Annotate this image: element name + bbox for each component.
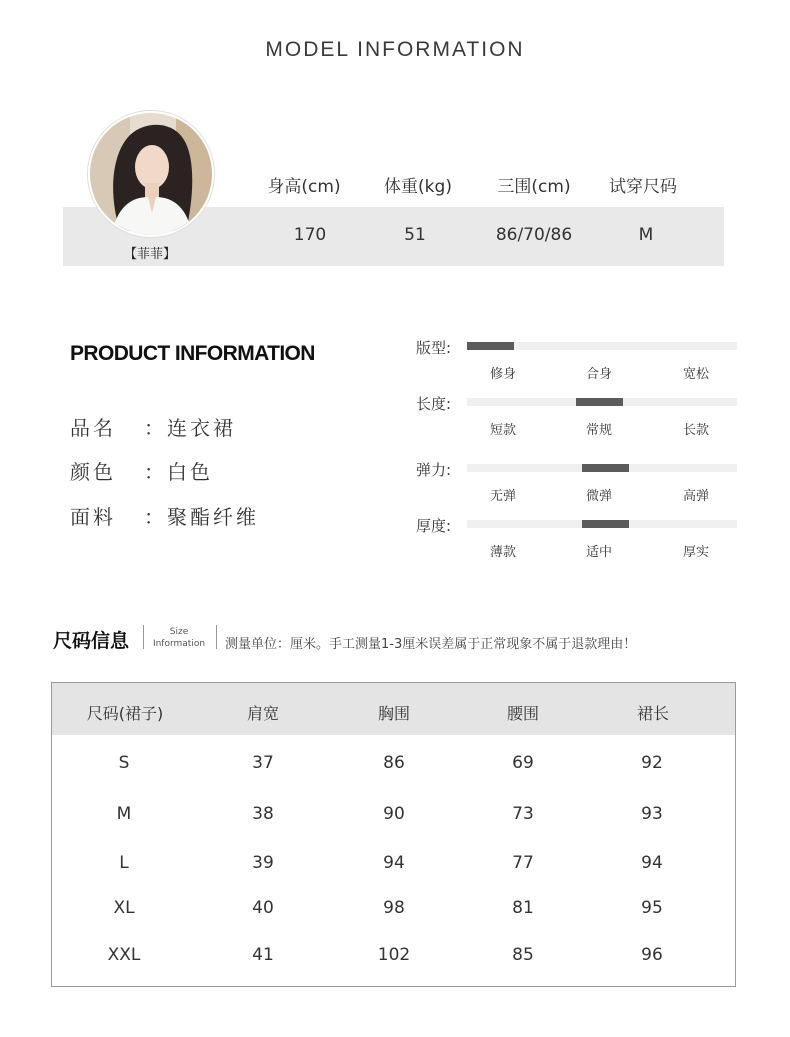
size-subtitle-line2: Information — [152, 639, 206, 649]
attr-label-fit: 版型: — [416, 339, 452, 357]
product-value-name: 连衣裙 — [167, 416, 236, 440]
product-information-title: PRODUCT INFORMATION — [70, 342, 315, 365]
column-header-size: 尺码(裙子) — [86, 704, 164, 723]
size-information-title: 尺码信息 — [53, 630, 130, 652]
model-header-height: 身高(cm) — [267, 177, 341, 197]
table-cell: 41 — [252, 945, 274, 965]
model-name: 【菲菲】 — [123, 247, 176, 262]
table-cell: 96 — [641, 945, 663, 965]
model-value-weight: 51 — [404, 225, 426, 245]
attr-option: 宽松 — [682, 367, 709, 382]
model-header-measurements: 三围(cm) — [497, 177, 571, 197]
model-header-size: 试穿尺码 — [609, 177, 677, 197]
table-cell: 102 — [377, 945, 411, 965]
table-cell: L — [119, 853, 129, 873]
model-value-measurements: 86/70/86 — [495, 225, 573, 245]
table-cell: 98 — [383, 898, 405, 918]
model-photo — [90, 113, 212, 235]
attr-indicator-elasticity — [582, 464, 629, 472]
attr-label-elasticity: 弹力: — [416, 461, 452, 479]
table-cell: 39 — [252, 853, 274, 873]
table-cell: 37 — [252, 753, 274, 773]
table-cell: 69 — [512, 753, 534, 773]
attr-option: 常规 — [585, 423, 612, 438]
measurement-note: 测量单位：厘米。手工测量1-3厘米误差属于正常现象不属于退款理由！ — [225, 637, 637, 652]
model-avatar — [88, 111, 214, 237]
product-value-fabric: 聚酯纤维 — [167, 505, 259, 529]
product-colon: ： — [144, 416, 167, 440]
table-cell: 73 — [512, 804, 534, 824]
model-value-size: M — [638, 225, 654, 245]
table-cell: 92 — [641, 753, 663, 773]
table-cell: 94 — [383, 853, 405, 873]
size-subtitle-line1: Size — [169, 627, 189, 637]
product-colon: ： — [144, 460, 167, 484]
product-label-name: 品名 — [70, 416, 116, 440]
attr-indicator-thickness — [582, 520, 629, 528]
table-cell: S — [118, 753, 130, 773]
model-information-title: MODEL INFORMATION — [265, 38, 525, 61]
table-cell: 40 — [252, 898, 274, 918]
size-table — [51, 682, 736, 987]
column-header-length: 裙长 — [636, 704, 669, 723]
product-row-color — [70, 456, 213, 485]
attr-track-elasticity — [467, 464, 737, 472]
column-header-waist: 腰围 — [506, 704, 539, 723]
table-cell: 85 — [512, 945, 534, 965]
product-colon: ： — [144, 505, 167, 529]
attr-label-thickness: 厚度: — [416, 517, 452, 535]
attr-indicator-fit — [467, 342, 514, 350]
product-row-name — [70, 412, 236, 441]
product-label-fabric: 面料 — [70, 505, 116, 529]
table-cell: 94 — [641, 853, 663, 873]
table-cell: 81 — [512, 898, 534, 918]
attr-track-length — [467, 398, 737, 406]
table-cell: 93 — [641, 804, 663, 824]
divider — [216, 625, 217, 649]
attr-track-fit — [467, 342, 737, 350]
product-value-color: 白色 — [167, 460, 213, 484]
attr-option: 薄款 — [489, 545, 516, 560]
attr-option: 长款 — [682, 423, 709, 438]
divider — [143, 625, 144, 649]
attr-option: 微弹 — [585, 489, 612, 504]
product-row-fabric — [70, 501, 259, 530]
attr-indicator-length — [576, 398, 623, 406]
attr-option: 修身 — [489, 367, 516, 382]
attr-option: 厚实 — [682, 545, 709, 560]
size-information-subtitle — [149, 626, 209, 650]
model-header-weight: 体重(kg) — [384, 177, 452, 197]
table-cell: 95 — [641, 898, 663, 918]
attr-option: 无弹 — [489, 489, 516, 504]
attr-option: 适中 — [585, 545, 612, 560]
attr-option: 短款 — [489, 423, 516, 438]
attr-track-thickness — [467, 520, 737, 528]
table-cell: 38 — [252, 804, 274, 824]
table-cell: 90 — [383, 804, 405, 824]
attr-option: 高弹 — [682, 489, 709, 504]
column-header-bust: 胸围 — [377, 704, 410, 723]
product-label-color: 颜色 — [70, 460, 116, 484]
attr-option: 合身 — [585, 367, 612, 382]
table-cell: XXL — [107, 945, 141, 965]
column-header-shoulder: 肩宽 — [246, 704, 279, 723]
table-cell: M — [116, 804, 132, 824]
model-value-height: 170 — [293, 225, 327, 245]
table-cell: 86 — [383, 753, 405, 773]
attr-label-length: 长度: — [416, 395, 452, 413]
table-cell: 77 — [512, 853, 534, 873]
table-cell: XL — [113, 898, 135, 918]
